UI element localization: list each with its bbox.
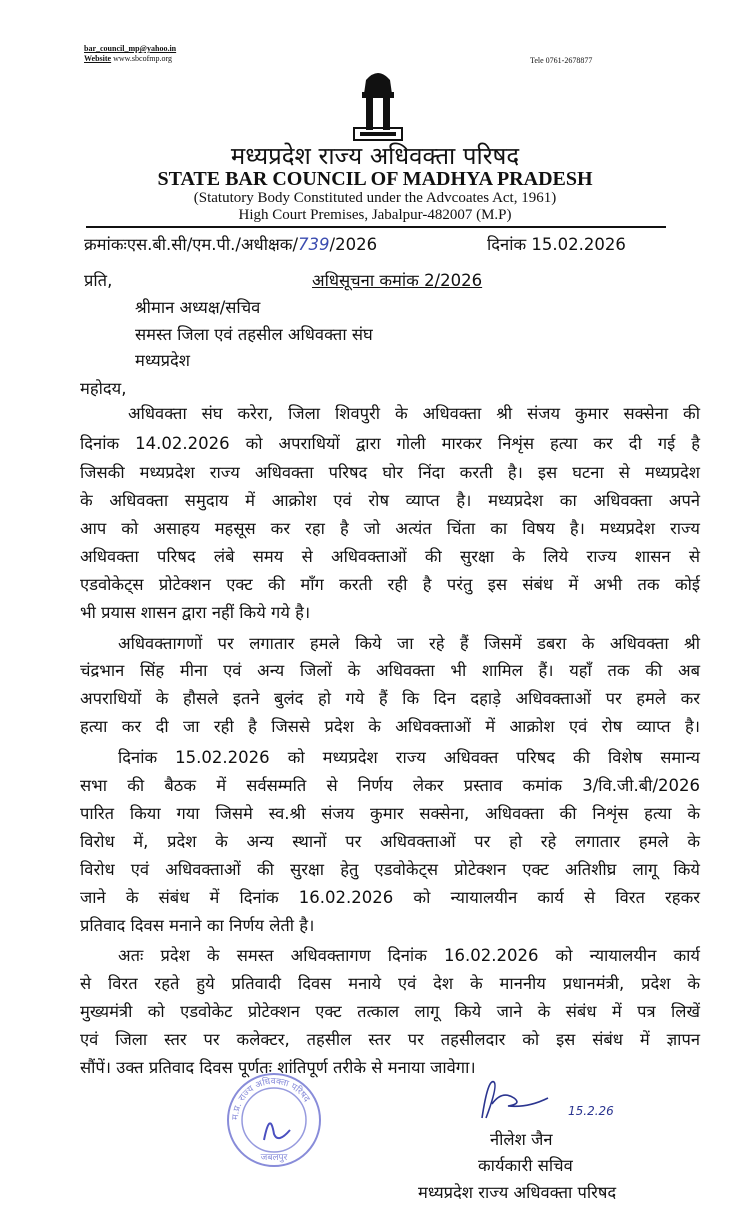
signatory-designation: कार्यकारी सचिव xyxy=(478,1156,573,1175)
body-line: सभा की बैठक में सर्वसम्मति से निर्णय लेकर प्रस्ताव कमांक 3/वि.जी.बी/2026 xyxy=(80,776,700,795)
email: bar_council_mp@yahoo.in xyxy=(84,44,177,53)
body-line: अधिवक्तागणों पर लगातार हमले किये जा रहे हैं जिसमें डबरा के अधिवक्ता श्री xyxy=(118,634,700,653)
body-line: विरोध एवं अधिवक्ताओं की सुरक्षा हेतु एडवोकेट्स प्रोटेक्शन एक्ट अतिशीघ्र लागू किये xyxy=(80,860,700,879)
emblem-icon xyxy=(352,66,404,142)
council-title-english: STATE BAR COUNCIL OF MADHYA PRADESH xyxy=(157,168,593,190)
signatory-organization: मध्यप्रदेश राज्य अधिवक्ता परिषद xyxy=(418,1183,617,1202)
addressee-line: श्रीमान अध्यक्ष/सचिव xyxy=(135,298,261,317)
notification-title: अधिसूचना कमांक 2/2026 xyxy=(312,271,483,290)
reference-handwritten: 739 xyxy=(298,235,330,254)
salutation: महोदय, xyxy=(80,379,127,398)
body-line: दिनांक 15.02.2026 को मध्यप्रदेश राज्य अधिवक्त परिषद की विशेष समान्य xyxy=(118,748,700,767)
body-line: मुख्यमंत्री को एडवोकेट प्रोटेक्शन एक्ट तत्काल लागू किये जाने के संबंध में पत्र लिखें xyxy=(80,1002,700,1021)
council-title-hindi: मध्यप्रदेश राज्य अधिवक्ता परिषद xyxy=(230,142,520,170)
body-line: विरोध में, प्रदेश के अन्य स्थानों पर अधिवक्ताओं पर हो रहे लगातार हमले के xyxy=(80,832,700,851)
addressee-line: समस्त जिला एवं तहसील अधिवक्ता संघ xyxy=(135,325,373,344)
body-line: पारित किया गया जिसमे स्व.श्री संजय कुमार सक्सेना, अधिवक्ता की निशृंस हत्या के xyxy=(80,804,700,823)
signature-date: 15.2.26 xyxy=(568,1104,614,1118)
to-label: प्रति, xyxy=(84,271,113,290)
telephone: Tele 0761-2678877 xyxy=(530,56,593,65)
website-url: www.sbcofmp.org xyxy=(113,54,172,63)
reference-number xyxy=(84,232,377,255)
website xyxy=(84,54,172,64)
council-subtitle: (Statutory Body Constituted under the Advcoates Act, 1961) xyxy=(193,190,557,206)
official-seal-stamp xyxy=(224,1070,324,1170)
svg-text:म.प्र. राज्य अधिवक्ता परिषद: म.प्र. राज्य अधिवक्ता परिषद xyxy=(230,1076,312,1121)
body-line: जाने के संबंध में दिनांक 16.02.2026 को न्यायालयीन कार्य से विरत रहकर xyxy=(80,888,700,907)
reference-suffix: /2026 xyxy=(329,235,378,254)
header-divider xyxy=(86,226,666,228)
reference-prefix: क्रमांकःएस.बी.सी/एम.पी./अधीक्षक/ xyxy=(84,235,299,254)
body-line: अधिवक्ता संघ करेरा, जिला शिवपुरी के अधिवक्ता श्री संजय कुमार सक्सेना की xyxy=(128,404,700,423)
body-line: प्रतिवाद दिवस मनाने का निर्णय लेती है। xyxy=(80,916,315,935)
addressee-line: मध्यप्रदेश xyxy=(135,351,191,370)
body-line: के अधिवक्ता समुदाय में आक्रोश एवं रोष व्याप्त है। मध्यप्रदेश का अधिवक्ता अपने xyxy=(80,491,700,510)
body-line: हत्या कर दी जा रही है जिससे प्रदेश के अधिवक्ताओं में आक्रोश एवं रोष व्याप्त है। xyxy=(80,717,700,736)
website-label: Website xyxy=(84,54,112,63)
signatory-name: नीलेश जैन xyxy=(490,1130,553,1149)
body-line: भी प्रयास शासन द्वारा नहीं किये गये है। xyxy=(80,603,311,622)
body-line: से विरत रहते हुये प्रतिवादी दिवस मनाये एवं देश के माननीय प्रधानमंत्री, प्रदेश के xyxy=(80,974,700,993)
council-address: High Court Premises, Jabalpur-482007 (M.P) xyxy=(238,207,512,223)
body-line: अतः प्रदेश के समस्त अधिवक्तागण दिनांक 16.02.2026 को न्यायालयीन कार्य xyxy=(118,946,700,965)
svg-text:जबलपुर: जबलपुर xyxy=(260,1153,288,1163)
body-line: सौंपें। उक्त प्रतिवाद दिवस पूर्णतः शांतिपूर्ण तरीके से मनाया जावेगा। xyxy=(80,1058,476,1077)
body-line: दिनांक 14.02.2026 को अपराधियों द्वारा गोली मारकर निशृंस हत्या कर दी गई है xyxy=(80,434,700,453)
body-line: अपराधियों के हौसले इतने बुलंद हो गये हैं कि दिन दहाड़े अधिवक्ताओं पर हमले कर xyxy=(80,689,700,708)
body-line: अधिवक्ता परिषद लंबे समय से अधिवक्ताओं की सुरक्षा के लिये राज्य शासन से xyxy=(80,547,700,566)
body-line: एडवोकेट्स प्रोटेक्शन एक्ट की माँग करती रही है परंतु इस संबंध में अभी तक कोई xyxy=(80,575,700,594)
body-line: चंद्रभान सिंह मीना एवं अन्य जिलों के अधिवक्ता भी शामिल हैं। यहाँ तक की अब xyxy=(80,661,700,680)
body-line: एवं जिला स्तर पर कलेक्टर, तहसील स्तर पर तहसीलदार को इस संबंध में ज्ञापन xyxy=(80,1030,700,1049)
body-line: जिसकी मध्यप्रदेश राज्य अधिवक्ता परिषद घोर निंदा करती है। इस घटना से मध्यप्रदेश xyxy=(80,463,700,482)
reference-date: दिनांक 15.02.2026 xyxy=(487,235,626,254)
body-line: आप को असाहय महसूस कर रहा है जो अत्यंत चिंता का विषय है। मध्यप्रदेश राज्य xyxy=(80,519,700,538)
